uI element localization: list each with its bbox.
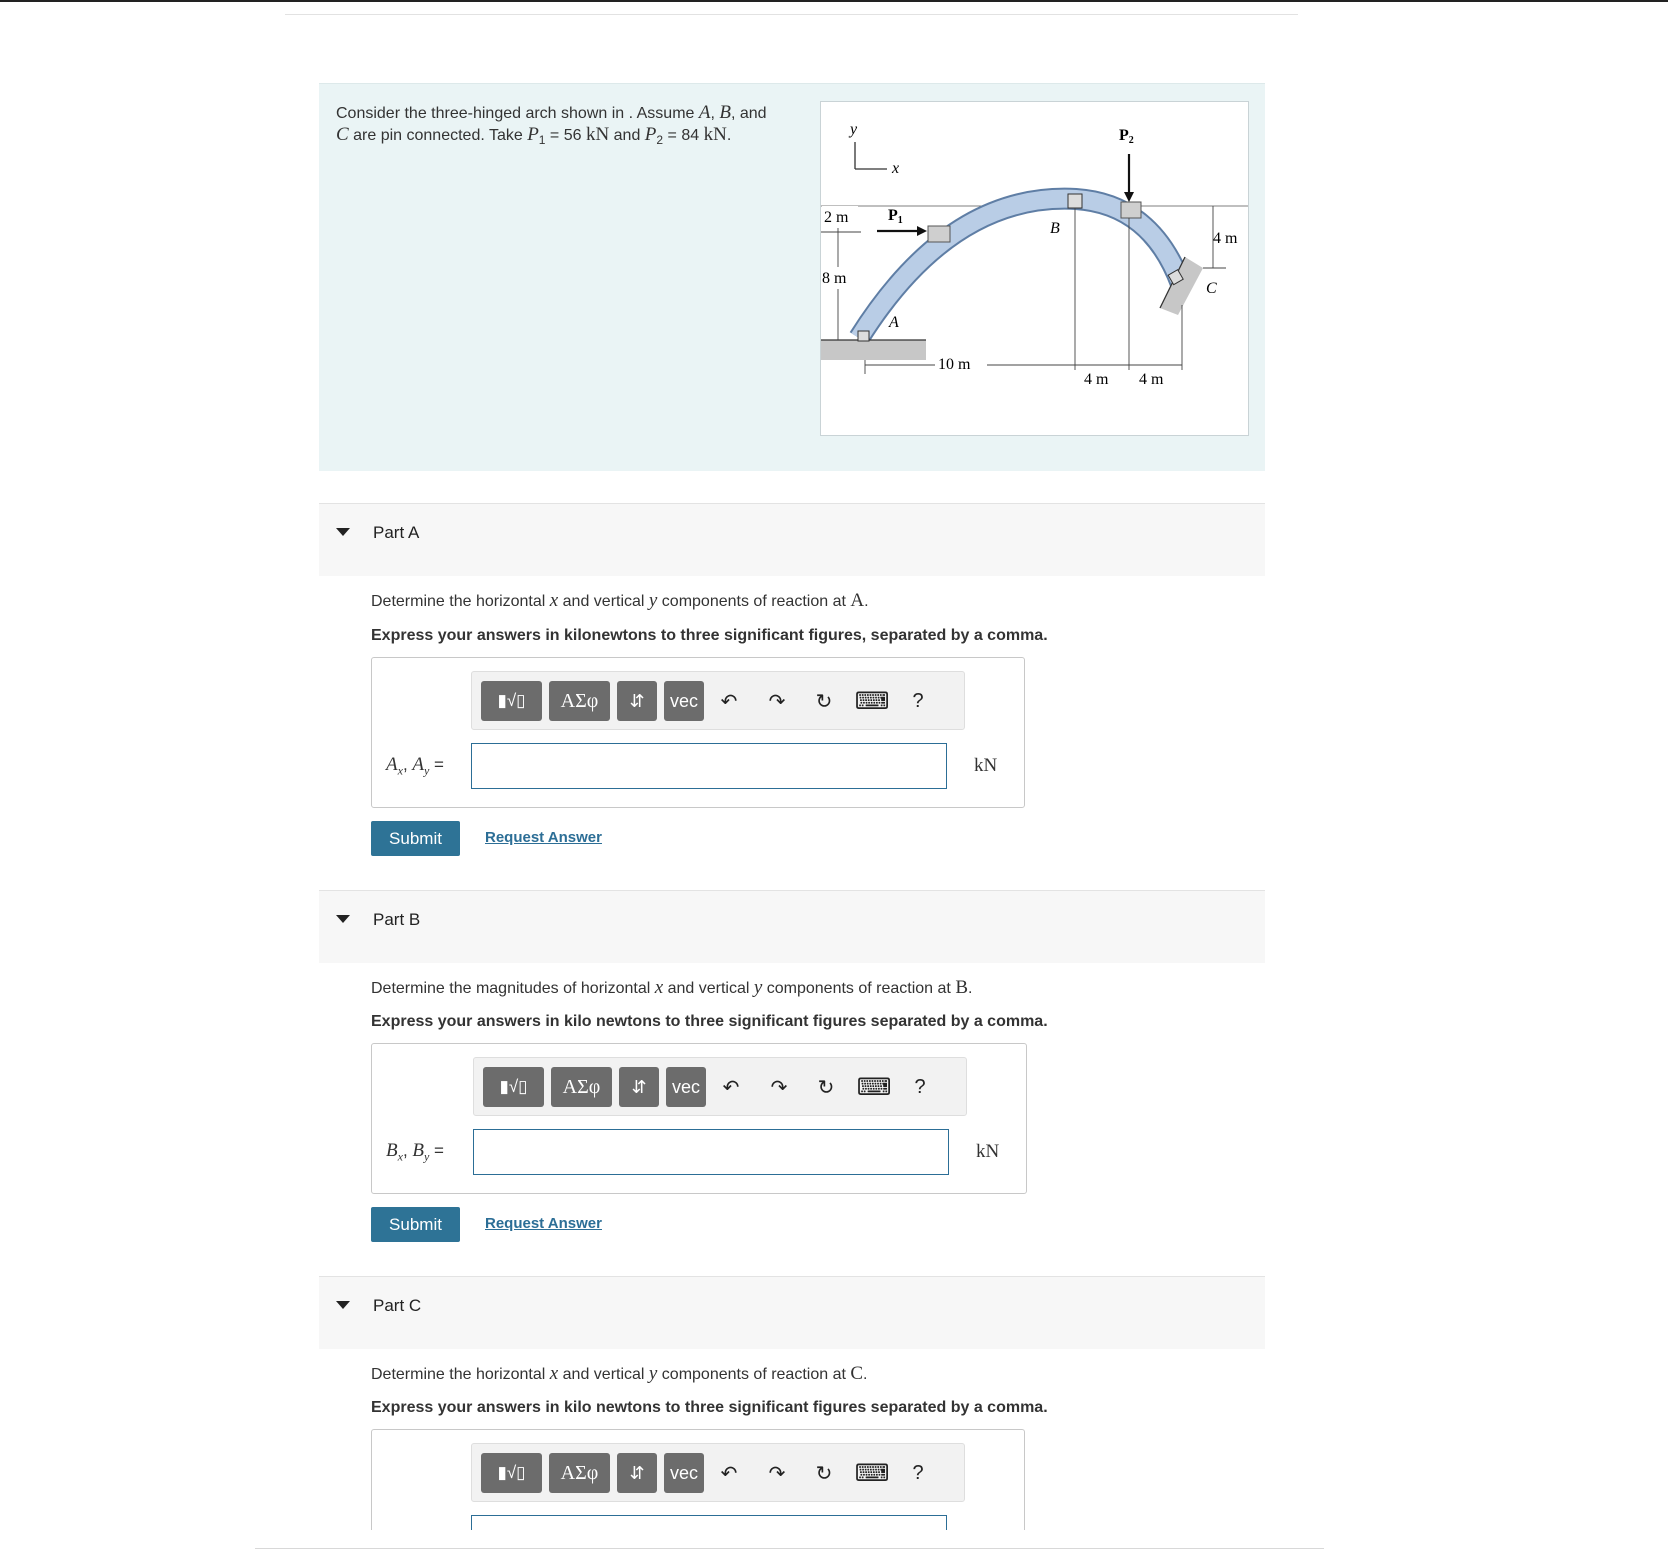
vector-button[interactable]: vec: [666, 1067, 706, 1107]
point-b: B: [719, 102, 731, 123]
y-axis-label: y: [850, 121, 858, 138]
greek-symbols-button[interactable]: ΑΣφ: [549, 681, 610, 721]
help-icon[interactable]: ?: [912, 689, 924, 712]
part-b-unit: kN: [976, 1141, 1000, 1162]
dim-10m: 10 m: [938, 356, 971, 373]
math-toolbar: [473, 1057, 967, 1116]
top-border: [0, 0, 1668, 2]
pin-a: [858, 331, 869, 341]
intro-text-3: are pin connected. Take: [348, 127, 528, 144]
templates-button[interactable]: ▮√▯: [481, 1453, 542, 1493]
help-icon[interactable]: ?: [912, 1461, 924, 1484]
collapse-caret-icon[interactable]: [336, 528, 350, 536]
keyboard-icon[interactable]: ⌨: [854, 1459, 890, 1487]
point-c: C: [336, 124, 349, 145]
collapse-caret-icon[interactable]: [336, 1301, 350, 1309]
keyboard-icon[interactable]: ⌨: [854, 687, 890, 715]
part-a-unit: kN: [974, 755, 998, 776]
p1-arrow-head: [917, 226, 927, 236]
part-b-submit-button[interactable]: Submit: [371, 1207, 460, 1242]
p1-unit: kN: [585, 124, 610, 145]
part-c-answer-box: [371, 1429, 1025, 1530]
problem-intro: [319, 83, 1265, 471]
intro-and: and: [609, 127, 645, 144]
p1-subscript: 1: [538, 133, 546, 148]
reset-icon[interactable]: ↻: [815, 690, 833, 713]
part-b-header[interactable]: [319, 890, 1265, 963]
help-icon[interactable]: ?: [914, 1075, 926, 1098]
comma: ,: [710, 105, 720, 122]
intro-text-1: Consider the three-hinged arch shown in . Assume: [336, 105, 699, 122]
part-b-question: Determine the magnitudes of horizontal x and vertical y components of reaction at B.: [371, 977, 973, 998]
ground-a: [821, 340, 926, 360]
part-a-request-answer-link[interactable]: Request Answer: [485, 829, 602, 846]
undo-icon[interactable]: ↶: [720, 690, 738, 713]
reset-icon[interactable]: ↻: [815, 1462, 833, 1485]
pin-b: [1068, 194, 1082, 208]
subscript-superscript-button[interactable]: ⇵: [619, 1067, 659, 1107]
part-b-answer-box: [371, 1043, 1027, 1194]
dim-8m: 8 m: [822, 270, 847, 287]
keyboard-icon[interactable]: ⌨: [856, 1073, 892, 1101]
math-toolbar: [471, 1443, 965, 1502]
part-c-question: Determine the horizontal x and vertical y components of reaction at C.: [371, 1363, 868, 1384]
redo-icon[interactable]: ↷: [770, 1076, 788, 1099]
point-a: A: [698, 102, 711, 123]
collapse-caret-icon[interactable]: [336, 915, 350, 923]
p2-load-block: [1121, 202, 1141, 218]
redo-icon[interactable]: ↷: [768, 1462, 786, 1485]
part-b-answer-label: $B_x$, $B_y$ =: [386, 1140, 444, 1164]
part-b-title: Part B: [373, 910, 421, 929]
reset-icon[interactable]: ↻: [817, 1076, 835, 1099]
p2-value: = 84: [663, 127, 704, 144]
part-c-answer-input[interactable]: [471, 1515, 947, 1530]
part-a-answer-label: $A_x$, $A_y$ =: [386, 754, 444, 778]
subscript-superscript-button[interactable]: ⇵: [617, 1453, 657, 1493]
header-divider: [285, 14, 1298, 15]
undo-icon[interactable]: ↶: [720, 1462, 738, 1485]
vector-button[interactable]: vec: [664, 1453, 704, 1493]
dim-4m-vertical: 4 m: [1213, 230, 1238, 247]
part-c-instruction: Express your answers in kilo newtons to three significant figures separated by a comma.: [371, 1399, 1048, 1416]
p1-symbol: P: [527, 124, 539, 145]
label-c: C: [1206, 280, 1217, 297]
dim-4m-right: 4 m: [1139, 371, 1164, 388]
part-a-submit-button[interactable]: Submit: [371, 821, 460, 856]
arch-diagram: [821, 102, 1248, 435]
redo-icon[interactable]: ↷: [768, 690, 786, 713]
part-a-instruction: Express your answers in kilonewtons to three significant figures, separated by a comma.: [371, 627, 1048, 644]
undo-icon[interactable]: ↶: [722, 1076, 740, 1099]
label-a: A: [889, 314, 899, 331]
subscript-superscript-button[interactable]: ⇵: [617, 681, 657, 721]
p2-unit: kN: [703, 124, 727, 145]
math-toolbar: [471, 671, 965, 730]
p1-value: = 56: [545, 127, 586, 144]
intro-text-2: , and: [730, 105, 767, 122]
part-a-title: Part A: [373, 523, 420, 542]
part-a-answer-input[interactable]: [471, 743, 947, 789]
bottom-divider: [255, 1548, 1324, 1549]
p1-load-block: [928, 226, 950, 242]
part-a-header[interactable]: [319, 503, 1265, 576]
arch-figure: [820, 101, 1249, 436]
part-c-header[interactable]: [319, 1276, 1265, 1349]
dim-4m-left: 4 m: [1084, 371, 1109, 388]
templates-button[interactable]: ▮√▯: [481, 681, 542, 721]
dim-2m: 2 m: [824, 209, 849, 226]
templates-button[interactable]: ▮√▯: [483, 1067, 544, 1107]
p1-label: P1: [888, 207, 903, 226]
p2-label: P2: [1119, 127, 1134, 146]
vector-button[interactable]: vec: [664, 681, 704, 721]
x-axis-label: x: [892, 160, 900, 177]
greek-symbols-button[interactable]: ΑΣφ: [551, 1067, 612, 1107]
p2-symbol: P: [644, 124, 657, 145]
part-a-question: Determine the horizontal x and vertical y components of reaction at A.: [371, 590, 869, 611]
greek-symbols-button[interactable]: ΑΣφ: [549, 1453, 610, 1493]
p2-subscript: 2: [656, 133, 664, 148]
part-b-instruction: Express your answers in kilo newtons to three significant figures separated by a comma.: [371, 1013, 1048, 1030]
arch-body: [859, 199, 1181, 338]
part-c-title: Part C: [373, 1296, 422, 1315]
intro-end: .: [726, 127, 732, 144]
label-b: B: [1050, 220, 1060, 237]
part-b-request-answer-link[interactable]: Request Answer: [485, 1215, 602, 1232]
intro-text: [336, 102, 806, 151]
part-b-answer-input[interactable]: [473, 1129, 949, 1175]
part-a-answer-box: [371, 657, 1025, 808]
